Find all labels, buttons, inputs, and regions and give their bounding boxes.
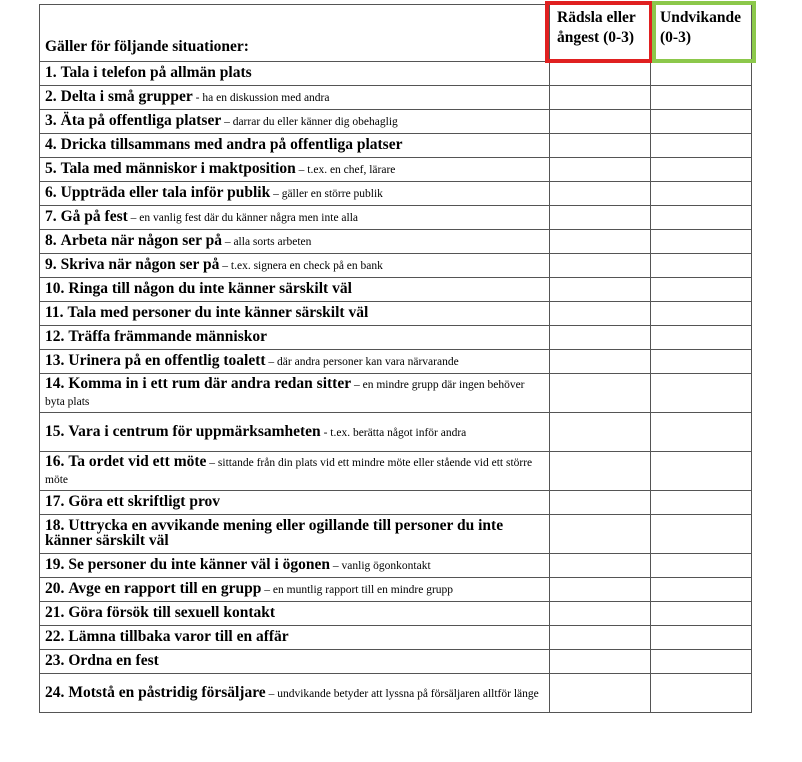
fear-score-cell[interactable] <box>550 62 651 86</box>
avoid-column-header <box>652 1 756 63</box>
table-row <box>40 110 752 134</box>
table-row <box>40 515 752 554</box>
item-title: Äta på offentliga platser <box>60 112 222 129</box>
avoidance-score-cell[interactable] <box>651 134 752 158</box>
item-description: - t.ex. berätta något inför andra <box>320 426 467 439</box>
situation-cell <box>40 515 550 554</box>
fear-score-cell[interactable] <box>550 578 651 602</box>
situation-cell <box>40 650 550 674</box>
item-title: Träffa främmande människor <box>68 328 267 345</box>
fear-score-cell[interactable] <box>550 326 651 350</box>
avoidance-score-cell[interactable] <box>651 374 752 413</box>
item-number: 15. <box>45 422 65 440</box>
avoidance-score-cell[interactable] <box>651 278 752 302</box>
situation-cell <box>40 110 550 134</box>
item-title: Tala med människor i maktposition <box>60 160 296 177</box>
item-number: 17. <box>45 493 65 510</box>
avoidance-score-cell[interactable] <box>651 650 752 674</box>
table-row <box>40 350 752 374</box>
situation-cell <box>40 626 550 650</box>
item-number: 20. <box>45 580 65 597</box>
item-number: 23. <box>45 652 65 669</box>
item-title: Vara i centrum för uppmärksamheten <box>68 422 321 440</box>
avoidance-score-cell[interactable] <box>651 350 752 374</box>
table-row <box>40 554 752 578</box>
fear-score-cell[interactable] <box>550 206 651 230</box>
situation-cell <box>40 554 550 578</box>
item-title: Gå på fest <box>60 208 128 225</box>
table-row <box>40 578 752 602</box>
table-row <box>40 254 752 278</box>
item-number: 12. <box>45 328 65 345</box>
avoidance-score-cell[interactable] <box>651 182 752 206</box>
avoidance-score-cell[interactable] <box>651 62 752 86</box>
item-title: Urinera på en offentlig toalett <box>68 352 266 369</box>
fear-score-cell[interactable] <box>550 491 651 515</box>
fear-score-cell[interactable] <box>550 254 651 278</box>
situation-cell <box>40 326 550 350</box>
item-description: – gäller en större publik <box>270 188 383 200</box>
item-title: Ordna en fest <box>68 652 159 669</box>
situation-cell <box>40 230 550 254</box>
situation-cell <box>40 491 550 515</box>
table-row <box>40 278 752 302</box>
situation-cell <box>40 452 550 491</box>
item-number: 13. <box>45 352 65 369</box>
avoidance-score-cell[interactable] <box>651 515 752 554</box>
item-number: 10. <box>45 280 65 297</box>
item-number: 5. <box>45 160 57 177</box>
situation-cell <box>40 374 550 413</box>
avoidance-score-cell[interactable] <box>651 626 752 650</box>
item-description: – där andra personer kan vara närvarande <box>265 356 459 368</box>
situation-cell <box>40 674 550 713</box>
situations-table <box>40 5 752 713</box>
fear-header-line1: Rädsla eller <box>557 9 636 26</box>
item-title: Göra ett skriftligt prov <box>68 493 221 510</box>
situation-cell <box>40 182 550 206</box>
item-title: Ta ordet vid ett möte <box>68 453 207 470</box>
fear-score-cell[interactable] <box>550 452 651 491</box>
avoid-header-line2: (0-3) <box>660 29 691 46</box>
fear-score-cell[interactable] <box>550 110 651 134</box>
situation-cell <box>40 62 550 86</box>
avoidance-score-cell[interactable] <box>651 674 752 713</box>
item-number: 1. <box>45 64 57 81</box>
table-row <box>40 452 752 491</box>
item-description: – en muntlig rapport till en mindre grupp <box>261 584 454 596</box>
fear-score-cell[interactable] <box>550 302 651 326</box>
avoidance-score-cell[interactable] <box>651 86 752 110</box>
table-row <box>40 326 752 350</box>
table-row <box>40 491 752 515</box>
fear-score-cell[interactable] <box>550 278 651 302</box>
table-row <box>40 62 752 86</box>
fear-column-header <box>545 1 653 63</box>
fear-score-cell[interactable] <box>550 134 651 158</box>
item-number: 7. <box>45 208 57 225</box>
item-number: 2. <box>45 88 57 105</box>
item-title: Skriva när någon ser på <box>60 256 220 273</box>
item-number: 24. <box>45 683 65 701</box>
fear-score-cell[interactable] <box>550 602 651 626</box>
item-title: Ringa till någon du inte känner särskilt väl <box>68 280 352 297</box>
item-title: Lämna tillbaka varor till en affär <box>68 628 289 645</box>
avoidance-score-cell[interactable] <box>651 302 752 326</box>
avoidance-score-cell[interactable] <box>651 206 752 230</box>
situation-cell <box>40 134 550 158</box>
header-label-cell <box>40 5 550 62</box>
item-number: 11. <box>45 304 64 321</box>
fear-score-cell[interactable] <box>550 374 651 413</box>
fear-score-cell[interactable] <box>550 182 651 206</box>
table-row <box>40 86 752 110</box>
table-row <box>40 674 752 713</box>
situation-cell <box>40 350 550 374</box>
avoidance-score-cell[interactable] <box>651 230 752 254</box>
table-row <box>40 230 752 254</box>
avoidance-score-cell[interactable] <box>651 254 752 278</box>
situation-cell <box>40 578 550 602</box>
item-description: – sittande från din plats vid ett mindre möte eller stående vid ett större möte <box>45 457 533 486</box>
header-avoid-cell <box>651 5 752 62</box>
avoidance-score-cell[interactable] <box>651 491 752 515</box>
avoidance-score-cell[interactable] <box>651 554 752 578</box>
fear-score-cell[interactable] <box>550 158 651 182</box>
item-number: 21. <box>45 604 65 621</box>
avoidance-score-cell[interactable] <box>651 578 752 602</box>
table-row <box>40 650 752 674</box>
questionnaire-sheet <box>39 4 752 713</box>
item-description: – t.ex. signera en check på en bank <box>219 260 383 272</box>
item-description: – en vanlig fest där du känner några men inte alla <box>127 212 359 224</box>
table-row <box>40 602 752 626</box>
item-description: – t.ex. en chef, lärare <box>295 164 396 176</box>
item-description: – darrar du eller känner dig obehaglig <box>221 116 398 128</box>
fear-header-line2: ångest (0-3) <box>557 29 635 46</box>
item-description: – en mindre grupp där ingen behöver byta plats <box>45 379 525 408</box>
item-title: Se personer du inte känner väl i ögonen <box>68 556 331 573</box>
item-title: Tala med personer du inte känner särskilt väl <box>67 304 369 321</box>
avoidance-score-cell[interactable] <box>651 110 752 134</box>
header-label: Gäller för följande situationer: <box>45 38 249 55</box>
item-description: - ha en diskussion med andra <box>192 92 330 104</box>
item-title: Dricka tillsammans med andra på offentliga platser <box>60 136 403 153</box>
fear-score-cell[interactable] <box>550 350 651 374</box>
item-number: 8. <box>45 232 57 249</box>
table-row <box>40 374 752 413</box>
item-number: 4. <box>45 136 57 153</box>
fear-score-cell[interactable] <box>550 413 651 452</box>
item-number: 14. <box>45 375 65 392</box>
item-title: Uppträda eller tala inför publik <box>60 184 271 201</box>
table-row <box>40 206 752 230</box>
item-number: 16. <box>45 453 65 470</box>
item-description: – undvikande betyder att lyssna på försäljaren alltför länge <box>265 687 539 700</box>
item-title: Komma in i ett rum där andra redan sitter <box>68 375 352 392</box>
avoidance-score-cell[interactable] <box>651 452 752 491</box>
fear-score-cell[interactable] <box>550 515 651 554</box>
avoidance-score-cell[interactable] <box>651 326 752 350</box>
avoidance-score-cell[interactable] <box>651 602 752 626</box>
item-number: 19. <box>45 556 65 573</box>
avoidance-score-cell[interactable] <box>651 413 752 452</box>
avoid-header-line1: Undvikande <box>660 9 741 26</box>
situation-cell <box>40 206 550 230</box>
item-title: Uttrycka en avvikande mening eller ogillande till personer du inte känner särskilt väl <box>45 517 504 549</box>
item-title: Göra försök till sexuell kontakt <box>68 604 276 621</box>
table-row <box>40 626 752 650</box>
table-row <box>40 413 752 452</box>
table-row <box>40 134 752 158</box>
item-number: 18. <box>45 517 65 534</box>
item-title: Motstå en påstridig försäljare <box>68 683 266 701</box>
situation-cell <box>40 413 550 452</box>
item-title: Tala i telefon på allmän plats <box>60 64 252 81</box>
header-fear-cell <box>550 5 651 62</box>
header-row <box>40 5 752 62</box>
situation-cell <box>40 302 550 326</box>
item-number: 9. <box>45 256 57 273</box>
item-number: 3. <box>45 112 57 129</box>
item-title: Arbeta när någon ser på <box>60 232 222 249</box>
item-title: Avge en rapport till en grupp <box>68 580 262 597</box>
fear-score-cell[interactable] <box>550 650 651 674</box>
avoidance-score-cell[interactable] <box>651 158 752 182</box>
situation-cell <box>40 86 550 110</box>
situation-cell <box>40 602 550 626</box>
fear-score-cell[interactable] <box>550 626 651 650</box>
fear-score-cell[interactable] <box>550 230 651 254</box>
item-number: 6. <box>45 184 57 201</box>
item-description: – alla sorts arbeten <box>221 236 312 248</box>
fear-score-cell[interactable] <box>550 86 651 110</box>
situation-cell <box>40 254 550 278</box>
item-title: Delta i små grupper <box>60 88 193 105</box>
situation-cell <box>40 158 550 182</box>
item-number: 22. <box>45 628 65 645</box>
fear-score-cell[interactable] <box>550 674 651 713</box>
fear-score-cell[interactable] <box>550 554 651 578</box>
situation-cell <box>40 278 550 302</box>
table-row <box>40 182 752 206</box>
item-description: – vanlig ögonkontakt <box>330 560 431 572</box>
table-row <box>40 302 752 326</box>
table-row <box>40 158 752 182</box>
